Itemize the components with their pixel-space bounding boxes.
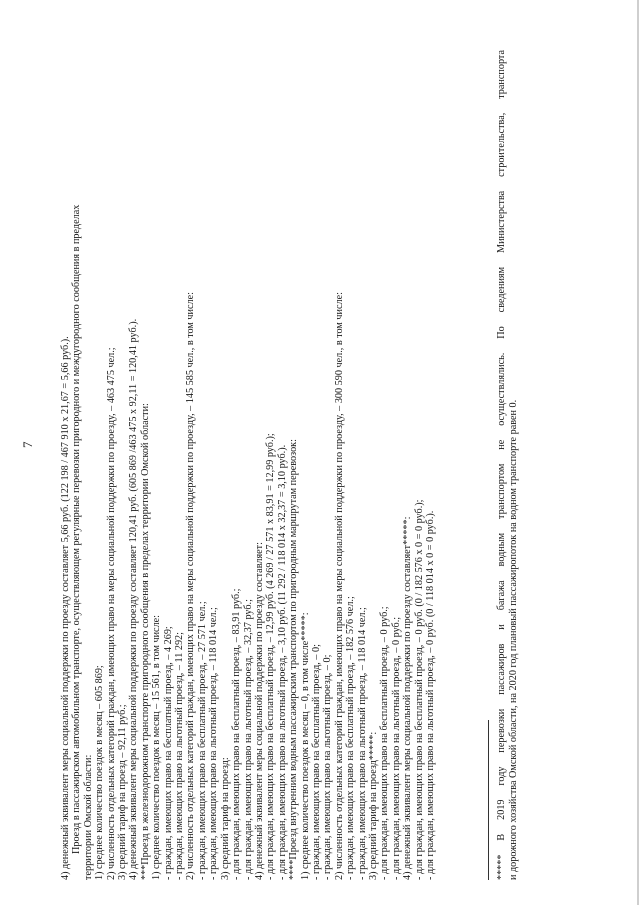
text-line: 2) численность отдельных категорий граждан, имеющих право на меры социальной поддержки по проезду, – 463 475 чел.;	[105, 347, 117, 880]
text-line: 4) денежный эквивалент меры социальной поддержки по проезду составляет:	[253, 542, 265, 880]
text-line: 2) численность отдельных категорий граждан, имеющих право на меры социальной поддержки по проезду, – 300 590 чел., в том числе:	[333, 292, 345, 880]
text-line: - граждан, имеющих право на бесплатный проезд, – 27 571 чел.;	[196, 601, 208, 880]
footnote-line-1: ***** В 2019 году перевозки пассажиров и багажа водным транспортом не осуществлялись. По сведениям Министерства строительства, транспорта	[496, 50, 507, 880]
text-line: - для граждан, имеющих право на льготный проезд, – 0 руб.;	[390, 616, 402, 880]
text-line: - граждан, имеющих право на бесплатный проезд, – 0;	[310, 644, 322, 880]
text-line: - для граждан, имеющих право на льготный проезд, – 3,10 руб. (11 292 / 118 014 x 32,37 = 3,10 руб.).	[276, 444, 288, 880]
text-line: - для граждан, имеющих право на бесплатный проезд, – 83,91 руб.;	[231, 588, 243, 880]
footnote-line-2: и дорожного хозяйства Омской области, на 2020 год плановый пассажиропоток на водном транспорте равен 0.	[508, 399, 519, 880]
text-line: - граждан, имеющих право на бесплатный проезд, – 4 269;	[162, 626, 174, 880]
footnote-separator	[488, 720, 489, 880]
text-line: 2) численность отдельных категорий граждан, имеющих право на меры социальной поддержки по проезду, – 145 585 чел., в том числе:	[185, 292, 197, 880]
text-line: 4) денежный эквивалент меры социальной поддержки по проезду составляет 5,66 руб. (122 198 / 467 910 x 21,67 = 5,66 руб.).	[60, 336, 71, 880]
text-line: 1) среднее количество поездок в месяц – 15 561, в том числе:	[151, 614, 163, 880]
text-line: территории Омской области:	[82, 754, 94, 880]
text-line: 1) среднее количество поездок в месяц – 0, в том числе*****:	[299, 612, 311, 880]
footnote	[496, 50, 520, 880]
text-line: 3) средний тариф на проезд – 92,11 руб.;	[117, 704, 129, 880]
text-line: - для граждан, имеющих право на бесплатный проезд, – 0 руб. (0 / 182 576 x 0 = 0 руб.);	[413, 499, 425, 880]
text-line: - для граждан, имеющих право на бесплатный проезд, – 12,99 руб. (4 269 / 27 571 x 83,91 = 12,99 руб.);	[265, 433, 277, 880]
page-number: 7	[20, 441, 35, 448]
text-line: 1) среднее количество поездок в месяц – 605 869;	[94, 665, 106, 880]
text-line: - граждан, имеющих право на бесплатный проезд, – 182 576 чел.;	[345, 596, 357, 880]
text-line: - для граждан, имеющих право на бесплатный проезд, – 0 руб.;	[379, 606, 391, 880]
text-line: - граждан, имеющих право на льготный проезд, – 11 292;	[174, 632, 186, 880]
text-line: - для граждан, имеющих право на льготный проезд, – 0 руб. (0 / 118 014 x 0 = 0 руб.).	[425, 510, 436, 880]
body-text	[60, 50, 436, 880]
rotated-page-content	[20, 20, 620, 880]
text-line: ****Проезд внутренним водным пассажирским транспортом по пригородным маршрутам перевозок:	[288, 439, 300, 880]
text-line: - для граждан, имеющих право на льготный проезд, – 32,37 руб.;	[242, 599, 254, 880]
text-line: - граждан, имеющих право на льготный проезд, – 118 014 чел.;	[356, 607, 368, 880]
text-line: Проезд в пассажирском автомобильном транспорте, осуществляющем регулярные перевозки пригородного и междугородного сообщения в пределах	[71, 204, 83, 854]
text-line: 3) средний тариф на проезд:	[219, 757, 231, 880]
text-line: 3) средний тариф на проезд*****:	[367, 731, 379, 880]
text-line: 4) денежный эквивалент меры социальной поддержки по проезду составляет*****:	[402, 516, 414, 880]
text-line: ***Проезд в железнодорожном транспорте пригородного сообщения в пределах территории Омской области:	[139, 403, 151, 880]
text-line: - граждан, имеющих право на льготный проезд, – 0;	[322, 654, 334, 880]
text-line: - граждан, имеющих право на льготный проезд, – 118 014 чел.;	[208, 607, 220, 880]
text-line: 4) денежный эквивалент меры социальной поддержки по проезду составляет 120,41 руб. (605 869 /463 475 x 92,11 = 120,41 руб.).	[128, 318, 140, 880]
